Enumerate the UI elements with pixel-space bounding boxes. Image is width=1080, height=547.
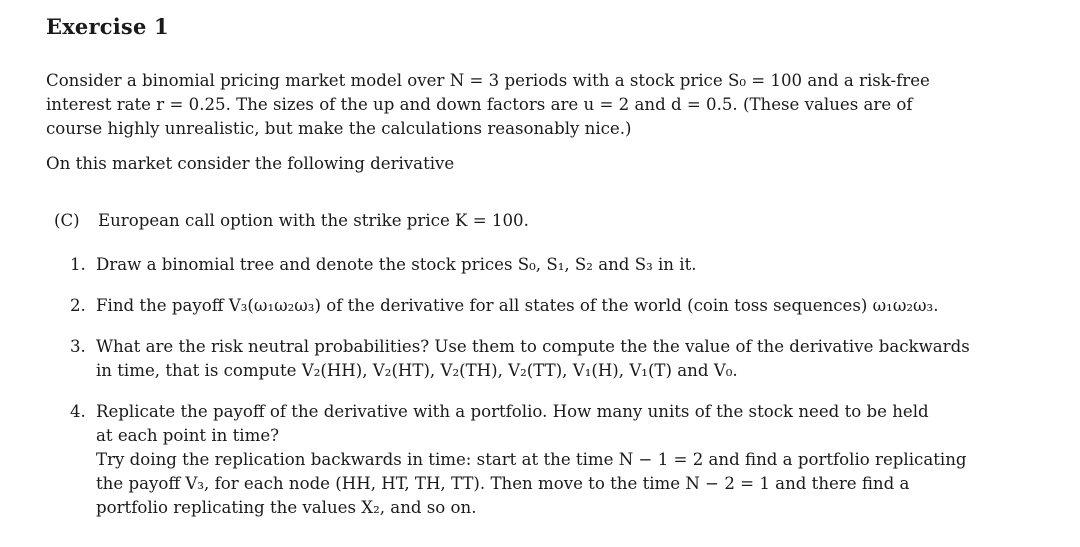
task-item (46, 335, 986, 383)
task-line: Find the payoff V₃(ω₁ω₂ω₃) of the derivative for all states of the world (coin toss sequences) ω₁ω₂ω₃. (96, 296, 939, 315)
derivative-item (54, 209, 986, 233)
task-line: the payoff V₃, for each node (HH, HT, TH, TT). Then move to the time N − 2 = 1 and there find a (96, 474, 910, 493)
exercise-page (46, 14, 986, 537)
intro-line: Consider a binomial pricing market model over N = 3 periods with a stock price S₀ = 100 and a risk-free (46, 71, 930, 90)
derivative-tag: (C) (54, 211, 80, 230)
task-line: What are the risk neutral probabilities? Use them to compute the the value of the derivative backwards (96, 337, 970, 356)
intro-paragraph (46, 69, 986, 141)
task-line: Try doing the replication backwards in time: start at the time N − 1 = 2 and find a portfolio replicating (96, 450, 967, 469)
task-list (46, 253, 986, 520)
intro-line: course highly unrealistic, but make the calculations reasonably nice.) (46, 119, 632, 138)
task-number: 4. (70, 402, 86, 421)
task-line: Draw a binomial tree and denote the stock prices S₀, S₁, S₂ and S₃ in it. (96, 255, 697, 274)
task-line: at each point in time? (96, 426, 280, 445)
task-number: 2. (70, 296, 86, 315)
task-item (46, 294, 986, 318)
task-number: 3. (70, 337, 86, 356)
exercise-title: Exercise 1 (46, 14, 169, 39)
task-line: in time, that is compute V₂(HH), V₂(HT), V₂(TH), V₂(TT), V₁(H), V₁(T) and V₀. (96, 361, 738, 380)
task-line: portfolio replicating the values X₂, and so on. (96, 498, 477, 517)
task-line: Replicate the payoff of the derivative with a portfolio. How many units of the stock need to be held (96, 402, 929, 421)
task-item (46, 400, 986, 520)
intro-line: interest rate r = 0.25. The sizes of the up and down factors are u = 2 and d = 0.5. (These values are of (46, 95, 913, 114)
task-number: 1. (70, 255, 86, 274)
derivative-intro: On this market consider the following derivative (46, 154, 455, 173)
task-item (46, 253, 986, 277)
derivative-text: European call option with the strike price K = 100. (98, 211, 529, 230)
